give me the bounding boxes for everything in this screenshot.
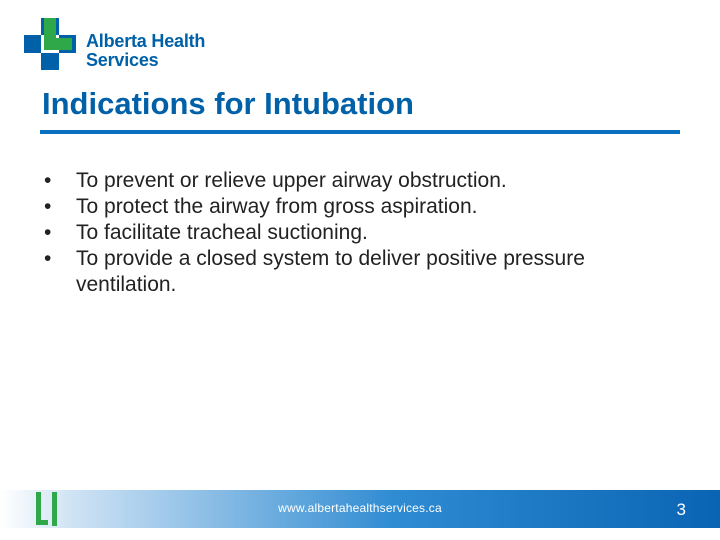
bullet-text: To prevent or relieve upper airway obstruction. bbox=[76, 169, 507, 192]
bullet-item bbox=[44, 168, 684, 194]
logo-line-1: Alberta Health bbox=[86, 31, 206, 51]
ahs-cross-logo-icon bbox=[24, 18, 76, 70]
slide-title: Indications for Intubation bbox=[42, 86, 414, 121]
bullet-text: To facilitate tracheal suctioning. bbox=[76, 221, 368, 244]
bullet-marker: • bbox=[44, 221, 52, 244]
logo-line-2: Services bbox=[86, 50, 159, 70]
bullet-marker: • bbox=[44, 247, 52, 270]
ahs-logo bbox=[24, 18, 214, 72]
bullet-item bbox=[44, 220, 684, 246]
bullet-text: To provide a closed system to deliver positive pressure ventilation. bbox=[76, 247, 585, 296]
title-underline bbox=[40, 130, 680, 134]
bullet-item bbox=[44, 246, 684, 298]
logo-wordmark bbox=[86, 32, 205, 70]
bullet-item bbox=[44, 194, 684, 220]
page-number: 3 bbox=[676, 500, 686, 519]
footer-url: www.albertahealthservices.ca bbox=[278, 501, 442, 515]
bullet-marker: • bbox=[44, 169, 52, 192]
bullet-marker: • bbox=[44, 195, 52, 218]
bullet-text: To protect the airway from gross aspiration. bbox=[76, 195, 478, 218]
bullet-list bbox=[44, 168, 684, 298]
